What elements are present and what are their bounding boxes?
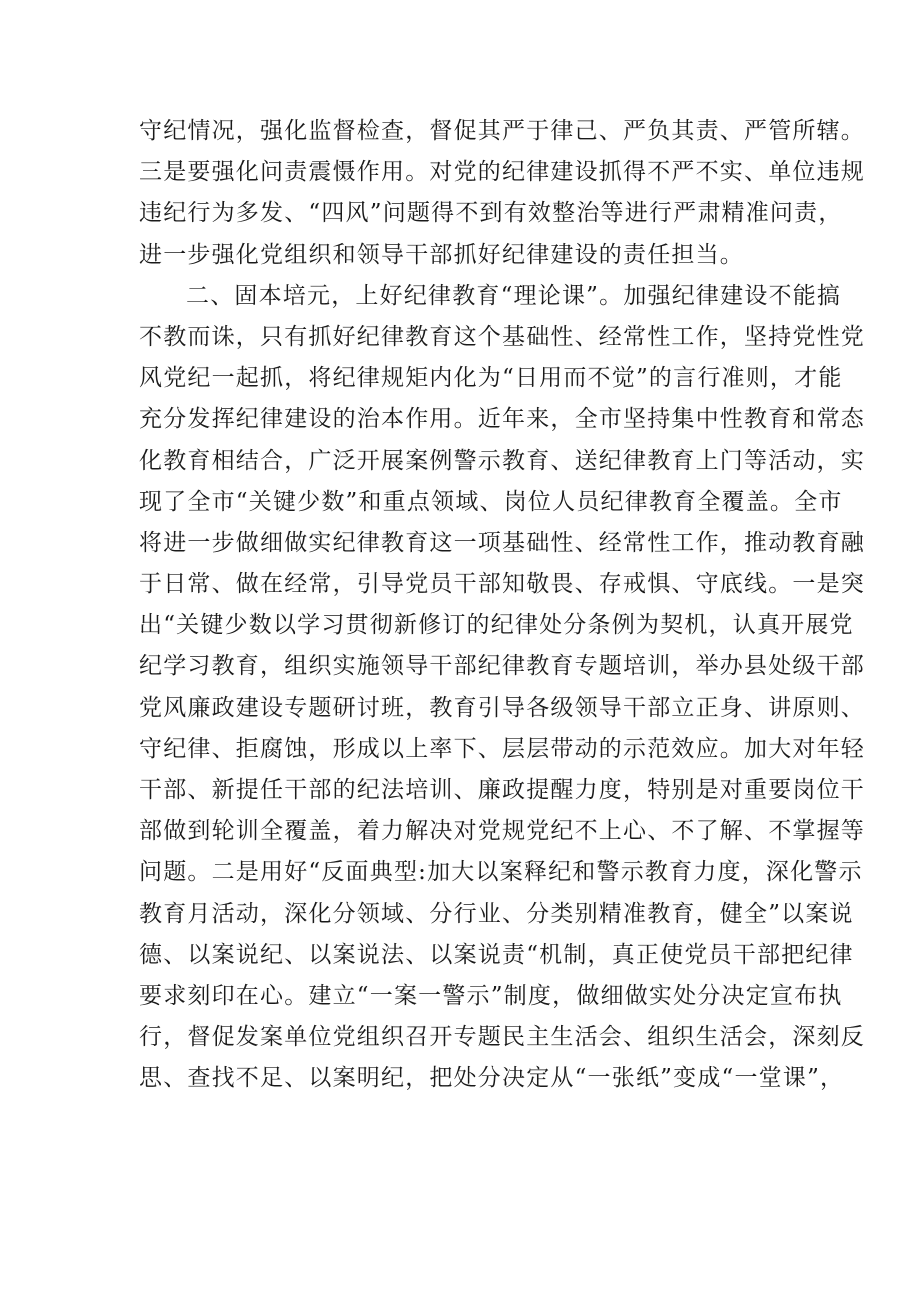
text-line: 部做到轮训全覆盖，着力解决对党规党纪不上心、不了解、不掌握等 (139, 818, 865, 845)
text-line: 化教育相结合，广泛开展案例警示教育、送纪律教育上门等活动，实 (139, 447, 865, 474)
text-line: 风党纪一起抓，将纪律规矩内化为“日用而不觉”的言行准则，才能 (139, 365, 843, 392)
text-line: 充分发挥纪律建设的治本作用。近年来，全市坚持集中性教育和常态 (139, 406, 865, 433)
text-line: 违纪行为多发、“四风”问题得不到有效整治等进行严肃精准问责， (139, 200, 843, 227)
text-line: 干部、新提任干部的纪法培训、廉政提醒力度，特别是对重要岗位干 (139, 777, 865, 803)
text-line: 德、以案说纪、以案说法、以案说责“机制，真正使党员干部把纪律 (139, 941, 854, 968)
text-line: 于日常、做在经常，引导党员干部知敬畏、存戒惧、守底线。一是突 (139, 571, 865, 598)
text-line: 将进一步做细做实纪律教育这一项基础性、经常性工作，推动教育融 (139, 529, 865, 556)
text-line: 三是要强化问责震慑作用。对党的纪律建设抓得不严不实、单位违规 (139, 159, 865, 186)
text-line: 现了全市“关键少数”和重点领域、岗位人员纪律教育全覆盖。全市 (139, 488, 843, 515)
section-heading-line: 二、固本培元，上好纪律教育“理论课”。加强纪律建设不能搞 (186, 282, 842, 309)
text-line: 纪学习教育，组织实施领导干部纪律教育专题培训，举办县处级干部 (139, 653, 865, 680)
text-line: 不教而诛，只有抓好纪律教育这个基础性、经常性工作，坚持党性党 (139, 323, 865, 350)
text-line: 行，督促发案单位党组织召开专题民主生活会、组织生活会，深刻反 (139, 1024, 865, 1051)
text-line: 党风廉政建设专题研讨班，教育引导各级领导干部立正身、讲原则、 (139, 694, 865, 721)
text-line: 教育月活动，深化分领域、分行业、分类别精准教育，健全”以案说 (139, 900, 854, 927)
text-line: 出“关键少数以学习贯彻新修订的纪律处分条例为契机，认真开展党 (139, 612, 854, 639)
body-text (139, 111, 865, 1100)
text-line: 守纪律、拒腐蚀，形成以上率下、层层带动的示范效应。加大对年轻 (139, 735, 865, 762)
text-line: 问题。二是用好“反面典型:加大以案释纪和警示教育力度，深化警示 (139, 859, 863, 886)
text-line: 要求刻印在心。建立“一案一警示”制度，做细做实处分决定宣布执 (139, 982, 843, 1009)
text-line: 进一步强化党组织和领导干部抓好纪律建设的责任担当。 (139, 241, 744, 268)
text-line: 守纪情况，强化监督检查，督促其严于律己、严负其责、严管所辖。 (139, 118, 865, 144)
text-line: 思、查找不足、以案明纪，把处分决定从“一张纸”变成“一堂课”， (139, 1065, 845, 1092)
